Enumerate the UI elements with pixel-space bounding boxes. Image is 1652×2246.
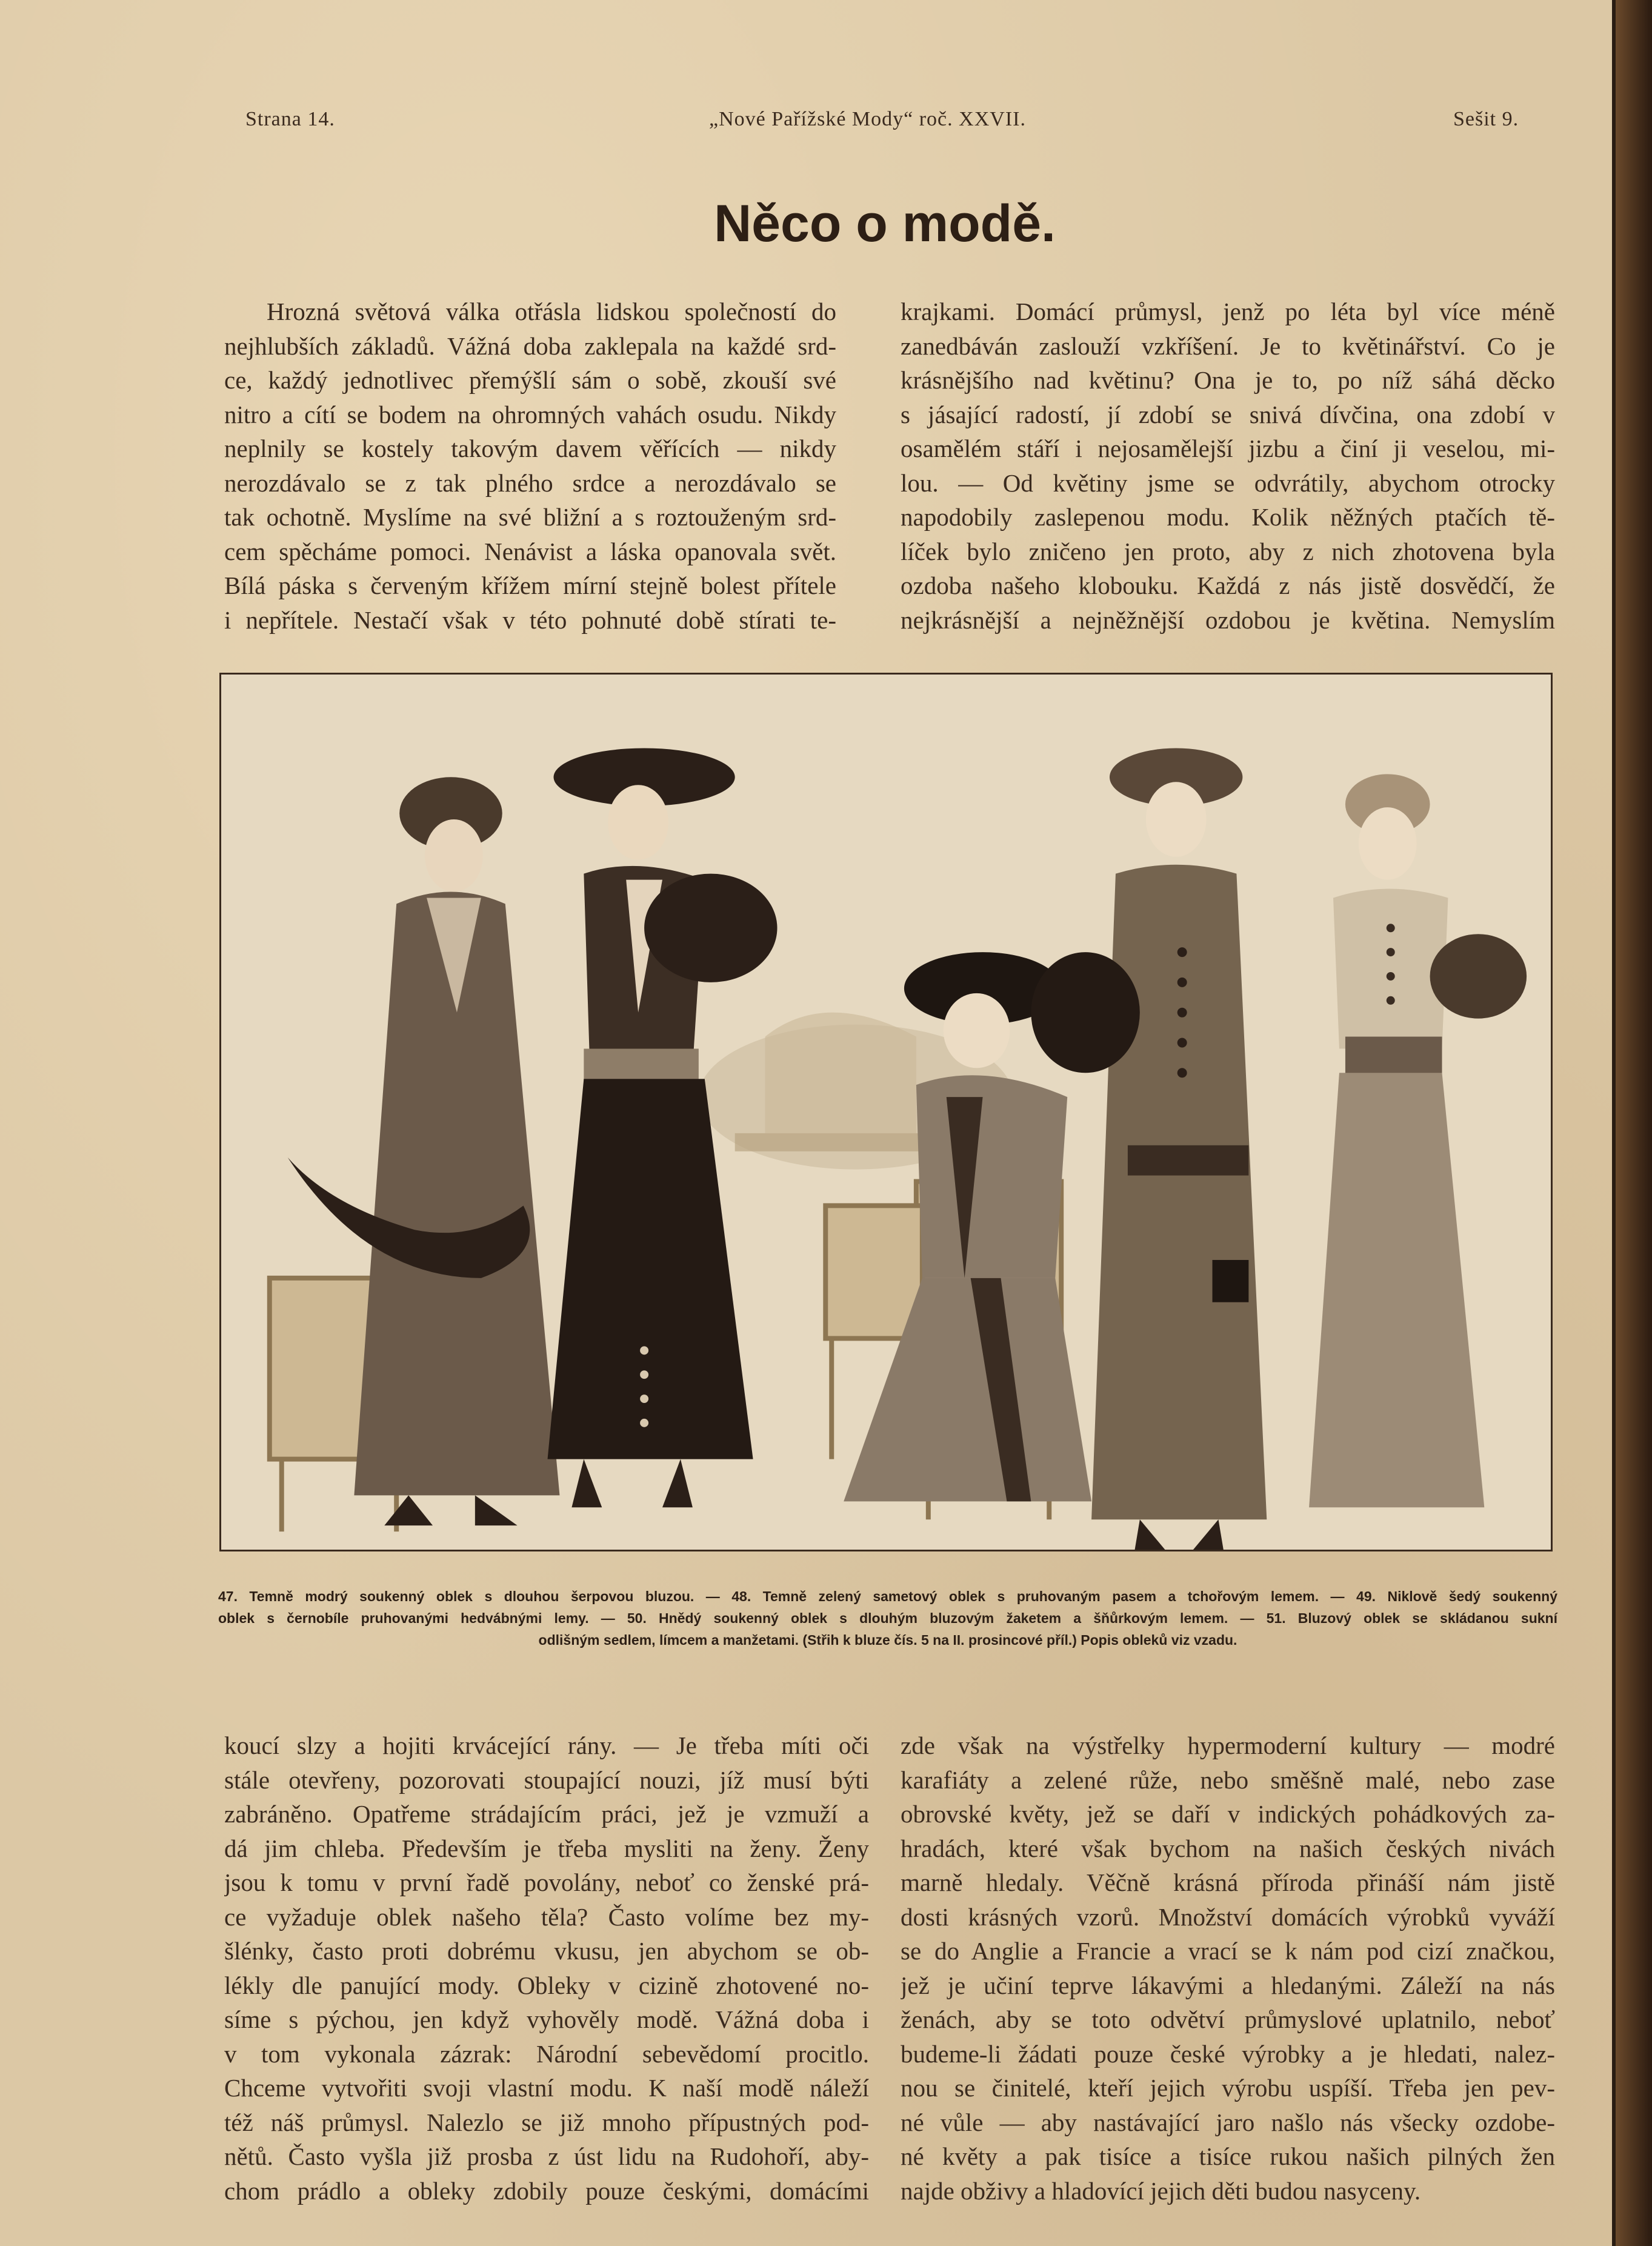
text-line: marně hledaly. Věčně krásná příroda přináší nám jistě xyxy=(901,1868,1555,1896)
text-line: obrovské květy, jež se daří v indických pohádkových za- xyxy=(901,1800,1555,1828)
text-line: karafiáty a zelené růže, nebo směšně malé, nebo zase xyxy=(901,1765,1555,1794)
text-line: nitro a cítí se bodem na ohromných vahách osudu. Nikdy xyxy=(224,400,836,428)
text-line: též náš průmysl. Nalezlo se již mnoho přípustných pod- xyxy=(224,2108,869,2136)
text-line: nětů. Často vyšla již prosba z úst lidu na Rudohoří, aby- xyxy=(224,2142,869,2170)
text-line: najde obživy a hladovící jejich děti budou nasyceny. xyxy=(901,2176,1421,2205)
text-line: lou. — Od květiny jsme se odvrátily, abychom otrocky xyxy=(901,468,1555,497)
text-line: jež je učiní teprve lákavými a hledanými. Záleží na nás xyxy=(901,1971,1555,1999)
text-line: ženách, aby se toto odvětví průmyslové uplatnilo, neboť xyxy=(901,2005,1555,2033)
fashion-illustration xyxy=(219,673,1553,1551)
text-line: napodobily zaslepenou modu. Kolik něžných ptačích tě- xyxy=(901,503,1555,531)
text-line: síme s pýchou, jen když vyhověly modě. Vážná doba i xyxy=(224,2005,869,2033)
caption-line: odlišným sedlem, límcem a manžetami. (Střih k bluze čís. 5 na II. prosincové příl.) Popis obleků viz vzadu. xyxy=(538,1632,1237,1648)
running-header xyxy=(0,108,1612,144)
text-line: nejkrásnější a nejněžnější ozdobou je květina. Nemyslím xyxy=(901,605,1555,634)
journal-title: „Nové Pařížské Mody“ roč. XXVII. xyxy=(709,108,1026,130)
text-line: stále otevřeny, pozorovati stoupající nouzi, jíž musí býti xyxy=(224,1765,869,1794)
text-line: ce, každý jednotlivec přemýšlí sám o sobě, zkouší své xyxy=(224,366,836,394)
text-line: zanedbáván zaslouží vzkříšení. Je to květinářství. Co je xyxy=(901,332,1555,360)
text-line: v tom vykonala zázrak: Národní sebevědomí procitlo. xyxy=(224,2039,869,2068)
text-line: né květy a pak tisíce a tisíce rukou našich pilných žen xyxy=(901,2142,1555,2170)
text-line: ce vyžaduje oblek našeho těla? Často volíme bez my- xyxy=(224,1902,869,1931)
article-column-1 xyxy=(224,295,836,637)
issue-number: Sešit 9. xyxy=(1453,108,1519,130)
text-line: osamělém stáří i nejosamělejší jizbu a činí ji veselou, mi- xyxy=(901,435,1555,462)
text-line: líček bylo zničeno jen proto, aby z nich zhotovena byla xyxy=(901,537,1555,565)
text-line: ozdoba našeho klobouku. Každá z nás jistě dosvědčí, že xyxy=(901,571,1555,599)
text-line: nou se činitelé, kteří jejich výrobu uspíší. Třeba jen pev- xyxy=(901,2074,1555,2102)
article-title: Něco o modě. xyxy=(714,195,1056,253)
text-line: se do Anglie a Francie a vrací se k nám pod cizí značkou, xyxy=(901,1937,1555,1965)
text-line: chom prádlo a obleky zdobily pouze českými, domácími xyxy=(224,2176,869,2205)
page-edge xyxy=(1616,0,1652,2246)
text-line: né vůle — aby nastávající jaro našlo nás všecky ozdobe- xyxy=(901,2108,1555,2136)
page-number: Strana 14. xyxy=(245,108,335,130)
text-line: zabráněno. Opatřeme strádajícím práci, jež je vzmuží a xyxy=(224,1800,869,1828)
text-line: krásnějšího nad květinu? Ona je to, po níž sáhá děcko xyxy=(901,366,1555,394)
text-line: Bílá páska s červeným křížem mírní stejně bolest přítele xyxy=(224,571,836,599)
text-line: dá jim chleba. Především je třeba mysliti na ženy. Ženy xyxy=(224,1834,869,1862)
figure-caption xyxy=(218,1585,1557,1651)
text-line: zde však na výstřelky hypermoderní kultury — modré xyxy=(901,1731,1555,1759)
text-line: jsou k tomu v první řadě povolány, neboť co ženské prá- xyxy=(224,1868,869,1896)
article-column-4 xyxy=(901,1728,1555,2208)
text-line: koucí slzy a hojiti krvácející rány. — Je třeba míti oči xyxy=(224,1731,869,1759)
text-line: budeme-li žádati pouze české výrobky a je hledati, nalez- xyxy=(901,2039,1555,2068)
text-line: hradách, které však bychom na našich českých nivách xyxy=(901,1834,1555,1862)
article-column-3 xyxy=(224,1728,869,2208)
text-line: cem spěcháme pomoci. Nenávist a láska opanovala svět. xyxy=(224,537,836,565)
text-line: krajkami. Domácí průmysl, jenž po léta byl více méně xyxy=(901,298,1555,325)
text-line: šlénky, často proti dobrému vkusu, jen abychom se ob- xyxy=(224,1937,869,1965)
text-line: nerozdávalo se z tak plného srdce a nerozdávalo se xyxy=(224,468,836,497)
text-line: lékly dle panující mody. Obleky v cizině zhotovené no- xyxy=(224,1971,869,1999)
text-line: i nepřítele. Nestačí však v této pohnuté době stírati te- xyxy=(224,605,836,634)
text-line: Chceme vytvořiti svoji vlastní modu. K naší modě náleží xyxy=(224,2074,869,2102)
text-line: nejhlubších základů. Vážná doba zaklepala na každé srd- xyxy=(224,332,836,360)
article-column-2 xyxy=(901,295,1555,637)
caption-line: oblek s černobíle pruhovanými hedvábnými lemy. — 50. Hnědý soukenný oblek s dlouhým bluzovým žaketem a šňůrkovým lemem. — 51. Bluzový oblek se skládanou sukní xyxy=(218,1610,1557,1626)
text-line: Hrozná světová válka otřásla lidskou společností do xyxy=(267,298,836,325)
text-line: dosti krásných vzorů. Množství domácích výrobků vyváží xyxy=(901,1902,1555,1931)
fashion-illustration-icon xyxy=(221,675,1551,1550)
caption-line: 47. Temně modrý soukenný oblek s dlouhou šerpovou bluzou. — 48. Temně zelený sametový oblek s pruhovaným pasem a tchořovým lemem. — 49. Niklově šedý soukenný xyxy=(218,1588,1557,1604)
text-line: neplnily se kostely takovým davem věřících — nikdy xyxy=(224,435,836,462)
text-line: tak ochotně. Myslíme na své bližní a s roztouženým srd- xyxy=(224,503,836,531)
text-line: s jásající radostí, jí zdobí se snivá dívčina, ona zdobí v xyxy=(901,400,1555,428)
